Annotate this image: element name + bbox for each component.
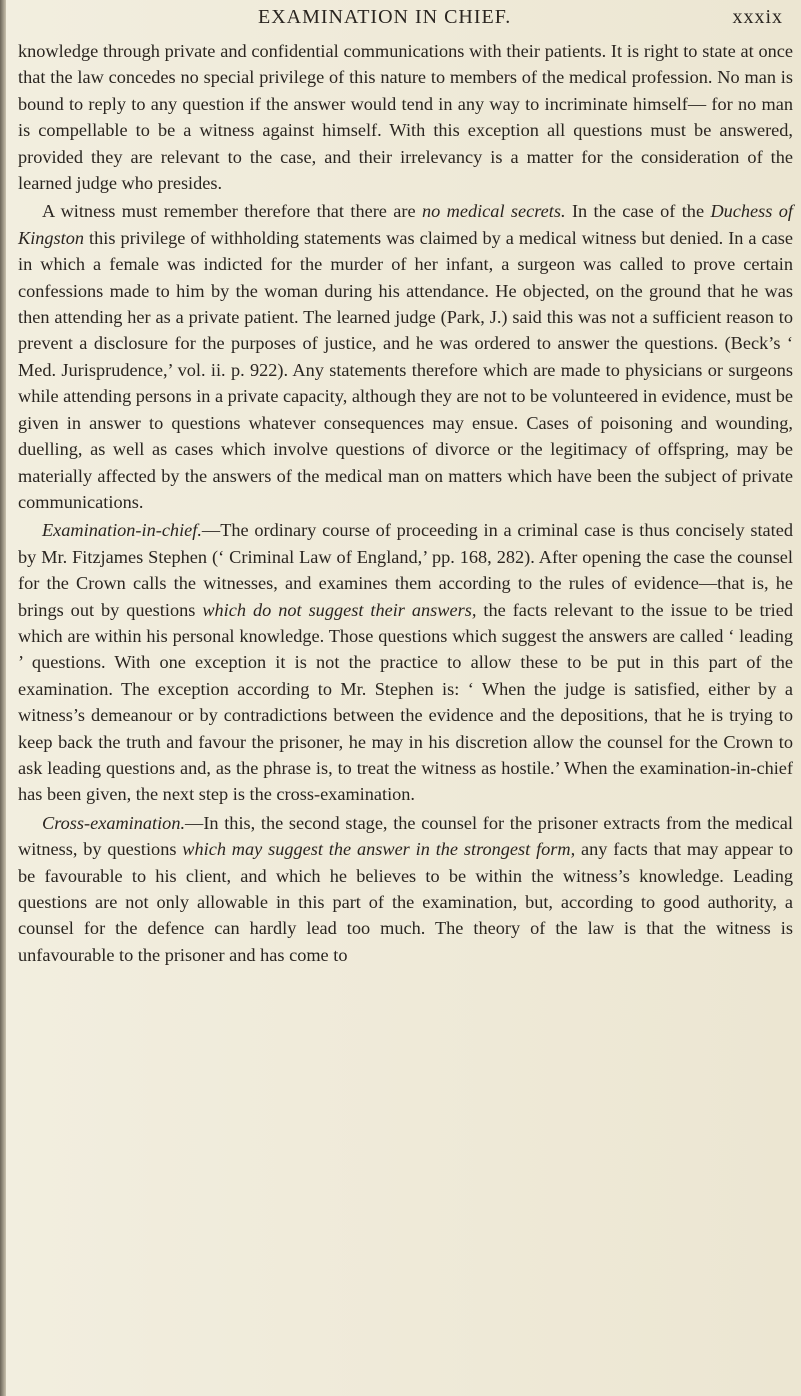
case-name: Duchess of Kingston	[18, 201, 793, 248]
paragraph-continued	[18, 38, 793, 196]
text-run: this privilege of withholding statements was claimed by a medical witness but denied. In a case in which a female was indicted for the murder of her infant, a surgeon was called to prove certain confessions made to him by the woman during his attendance. He objected, on the ground that he was then attending her as a private patient. The learned judge (Park, J.) said this was not a sufficient reason to prevent a disclosure for the purposes of justice, and he was ordered to answer the questions. (Beck’s ‘ Med. Jurisprudence,’ vol. ii. p. 922). Any statements therefore which are made to physicians or surgeons while attending persons in a private capacity, although they are not to be volunteered in evidence, must be given in answer to questions whatever consequences may ensue. Cases of poisoning and wounding, duelling, as well as cases which involve questions of divorce or the legitimacy of offspring, may be materially affected by the answers of the medical man on matters which have been the subject of private communications.	[18, 227, 794, 512]
paragraph-examination-in-chief	[18, 517, 793, 807]
italic-phrase: no medical secrets.	[421, 201, 566, 222]
text-run: any facts that may appear to be favourable to his client, and which he believes to be within the witness’s knowledge. Leading questions are not only allowable in this part of the examination, but, according to good authority, a counsel for the defence can hardly lead too much. The theory of the law is that the witness is unfavourable to the prisoner and has come to	[18, 839, 793, 965]
section-heading: Cross-examination.	[42, 812, 186, 833]
text-run: —In this, the second stage, the counsel for the prisoner extracts from the medical witness, by questions	[18, 812, 793, 860]
italic-phrase: which do not suggest their answers,	[202, 599, 477, 620]
text-run: In the case of the	[565, 201, 711, 222]
page-header	[0, 6, 801, 34]
text-run: A witness must remember therefore that there are	[42, 201, 422, 222]
body-text	[18, 38, 793, 968]
section-heading: Examination-in-chief.	[42, 520, 202, 541]
paragraph-cross-examination	[18, 810, 793, 968]
text-run: knowledge through private and confidential communications with their patients. It is right to state at once that the law concedes no special privilege of this nature to members of the medical profession. No man is bound to reply to any question if the answer would tend in any way to incriminate himself— for no man is compellable to be a witness against himself. With this exception all questions must be answered, provided they are relevant to the case, and their irrelevancy is a matter for the consideration of the learned judge who presides.	[18, 41, 793, 194]
paragraph-no-medical-secrets	[18, 198, 793, 515]
page-gutter-shadow	[0, 0, 6, 1396]
page-number: xxxix	[732, 6, 783, 28]
text-run: the facts relevant to the issue to be tried which are within his personal knowledge. Those questions which suggest the answers are called ‘ leading ’ questions. With one exception it is not the practice to allow these to be put in this part of the examination. The exception according to Mr. Stephen is: ‘ When the judge is satisfied, either by a witness’s demeanour or by contradictions between the evidence and the depositions, that he is trying to keep back the truth and favour the prisoner, he may in his discretion allow the counsel for the Crown to ask leading questions and, as the phrase is, to treat the witness as hostile.’ When the examination-in-chief has been given, the next step is the cross-examination.	[18, 599, 793, 805]
italic-phrase: which may suggest the answer in the strongest form,	[182, 839, 576, 860]
running-head: EXAMINATION IN CHIEF.	[258, 6, 512, 28]
text-run: —The ordinary course of proceeding in a criminal case is thus concisely stated by Mr. Fitzjames Stephen (‘ Criminal Law of England,’ pp. 168, 282). After opening the case the counsel for the Crown calls the witnesses, and examines them according to the rules of evidence—that is, he brings out by questions	[18, 520, 793, 620]
